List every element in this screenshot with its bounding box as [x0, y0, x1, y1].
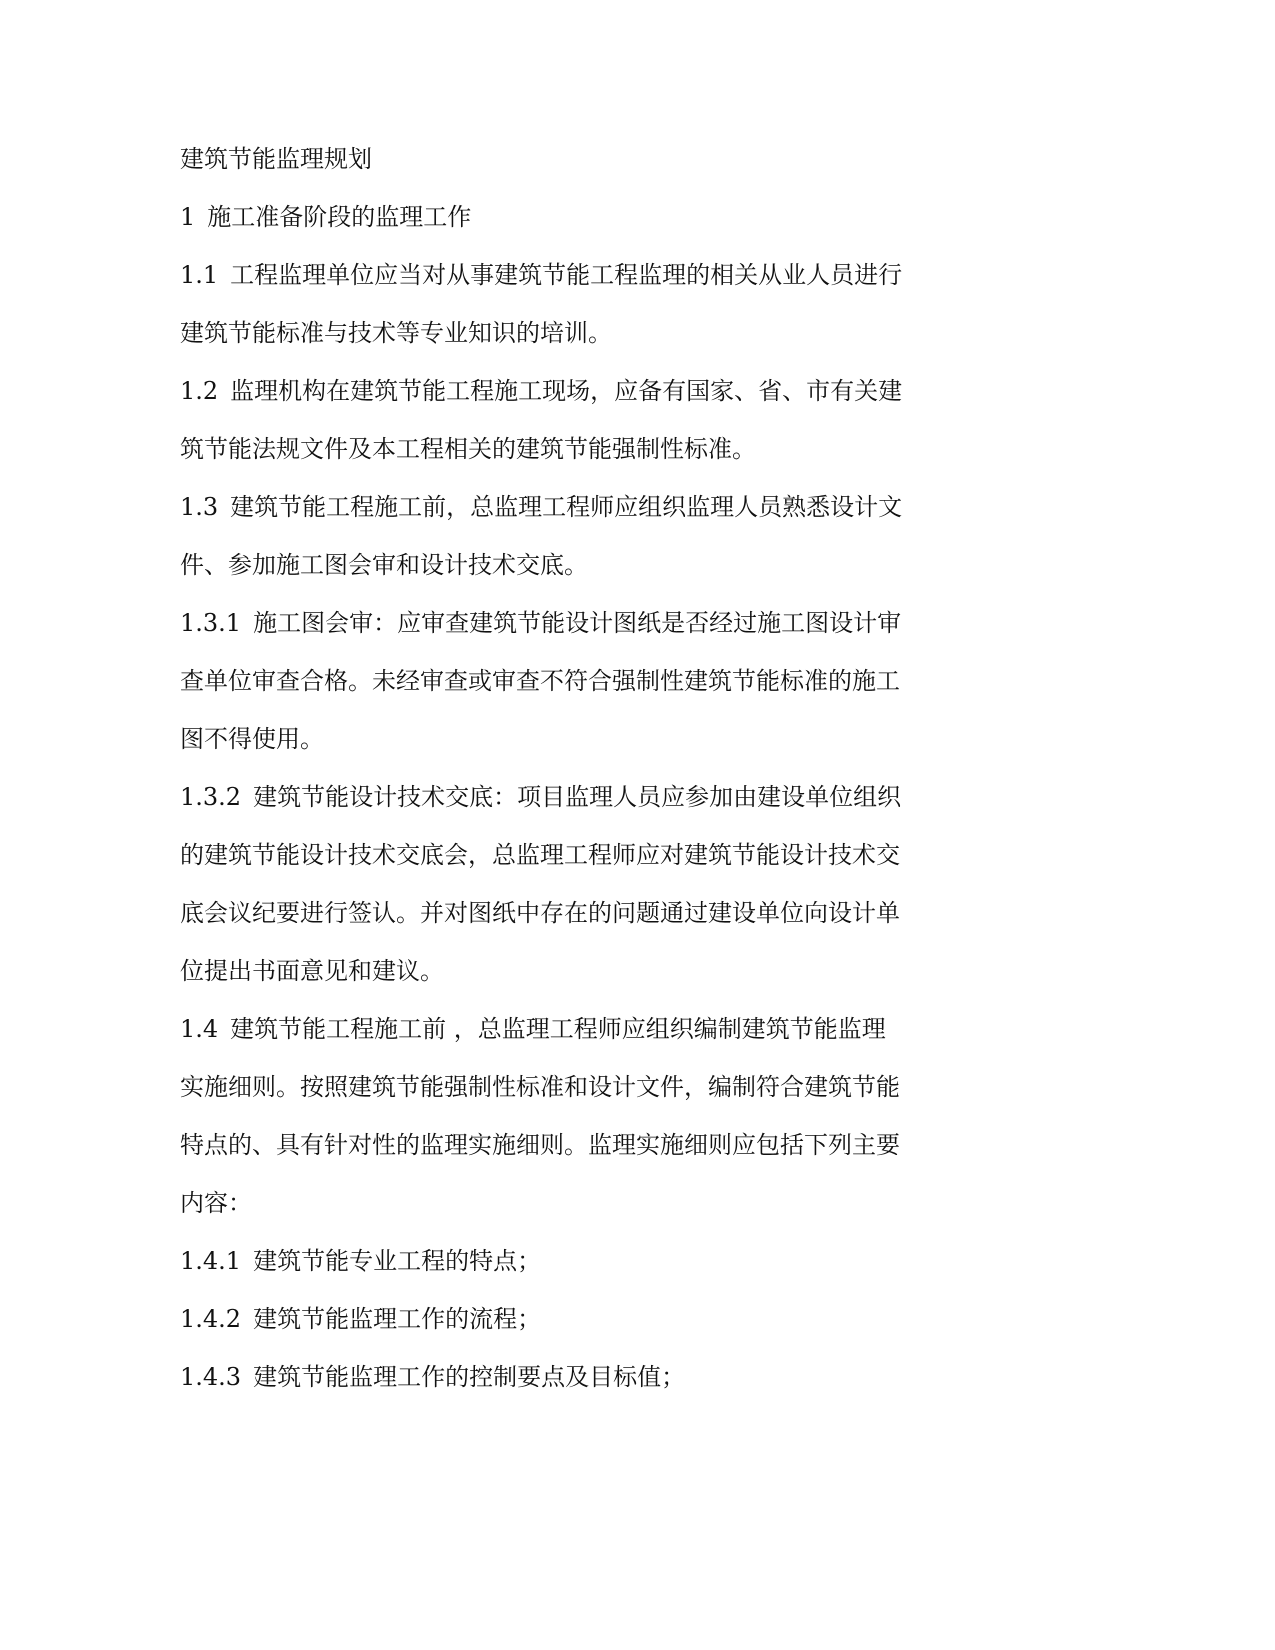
section-paragraph — [180, 1232, 900, 1290]
section-text: 筑节能法规文件及本工程相关的建筑节能强制性标准。 — [180, 435, 756, 463]
section-text: 建筑节能工程施工前，总监理工程师应组织监理人员熟悉设计文 — [230, 493, 903, 521]
section-number: 1.1 — [180, 261, 219, 289]
section-text: 内容： — [180, 1189, 252, 1217]
document-title: 建筑节能监理规划 — [180, 145, 372, 173]
section-paragraph — [180, 1348, 900, 1406]
paragraph-line — [180, 1058, 900, 1116]
paragraph-line — [180, 1348, 900, 1406]
section-text: 施工图会审：应审查建筑节能设计图纸是否经过施工图设计审 — [253, 609, 902, 637]
paragraph-line — [180, 420, 900, 478]
section-text: 实施细则。按照建筑节能强制性标准和设计文件，编制符合建筑节能 — [180, 1073, 900, 1101]
paragraph-line — [180, 826, 900, 884]
section-number: 1.4.3 — [180, 1363, 242, 1391]
section-text: 底会议纪要进行签认。并对图纸中存在的问题通过建设单位向设计单 — [180, 899, 900, 927]
section-text: 查单位审查合格。未经审查或审查不符合强制性建筑节能标准的施工 — [180, 667, 900, 695]
paragraph-line — [180, 1174, 900, 1232]
section-text: 图不得使用。 — [180, 725, 324, 753]
section-number: 1.3 — [180, 493, 219, 521]
section-number: 1.3.1 — [180, 609, 242, 637]
section-text: 建筑节能专业工程的特点； — [253, 1247, 542, 1275]
section-number: 1 — [180, 203, 196, 231]
section-text: 位提出书面意见和建议。 — [180, 957, 444, 985]
section-text: 建筑节能工程施工前 ，总监理工程师应组织编制建筑节能监理 — [230, 1015, 886, 1043]
section-text: 工程监理单位应当对从事建筑节能工程监理的相关从业人员进行 — [230, 261, 903, 289]
section-text: 建筑节能标准与技术等专业知识的培训。 — [180, 319, 612, 347]
paragraph-line — [180, 884, 900, 942]
section-paragraph — [180, 768, 900, 1000]
section-text: 建筑节能设计技术交底：项目监理人员应参加由建设单位组织 — [253, 783, 902, 811]
paragraph-line — [180, 304, 900, 362]
section-paragraph — [180, 1290, 900, 1348]
document-body — [180, 188, 903, 1406]
section-number: 1.2 — [180, 377, 219, 405]
section-paragraph — [180, 478, 903, 594]
section-paragraph — [180, 594, 900, 768]
section-number: 1.4.2 — [180, 1305, 242, 1333]
section-paragraph — [180, 246, 903, 362]
section-number: 1.4.1 — [180, 1247, 242, 1275]
paragraph-line — [180, 246, 903, 304]
section-paragraph — [180, 188, 900, 246]
paragraph-line — [180, 652, 900, 710]
section-text: 特点的、具有针对性的监理实施细则。监理实施细则应包括下列主要 — [180, 1131, 900, 1159]
paragraph-line — [180, 768, 900, 826]
paragraph-line — [180, 1232, 900, 1290]
paragraph-line — [180, 1290, 900, 1348]
section-number: 1.3.2 — [180, 783, 242, 811]
section-paragraph — [180, 1000, 900, 1232]
paragraph-line — [180, 594, 900, 652]
section-text: 件、参加施工图会审和设计技术交底。 — [180, 551, 588, 579]
section-text: 建筑节能监理工作的流程； — [253, 1305, 542, 1333]
section-text: 的建筑节能设计技术交底会，总监理工程师应对建筑节能设计技术交 — [180, 841, 900, 869]
paragraph-line — [180, 942, 900, 1000]
section-paragraph — [180, 362, 903, 478]
paragraph-line — [180, 536, 900, 594]
paragraph-line — [180, 362, 903, 420]
section-text: 建筑节能监理工作的控制要点及目标值； — [253, 1363, 686, 1391]
section-text: 施工准备阶段的监理工作 — [207, 203, 472, 231]
paragraph-line — [180, 1116, 900, 1174]
section-number: 1.4 — [180, 1015, 219, 1043]
section-text: 监理机构在建筑节能工程施工现场，应备有国家、省、市有关建 — [230, 377, 903, 405]
document-page — [180, 130, 903, 1406]
paragraph-line — [180, 1000, 900, 1058]
paragraph-line — [180, 478, 903, 536]
paragraph-line — [180, 710, 900, 768]
paragraph-line — [180, 188, 900, 246]
